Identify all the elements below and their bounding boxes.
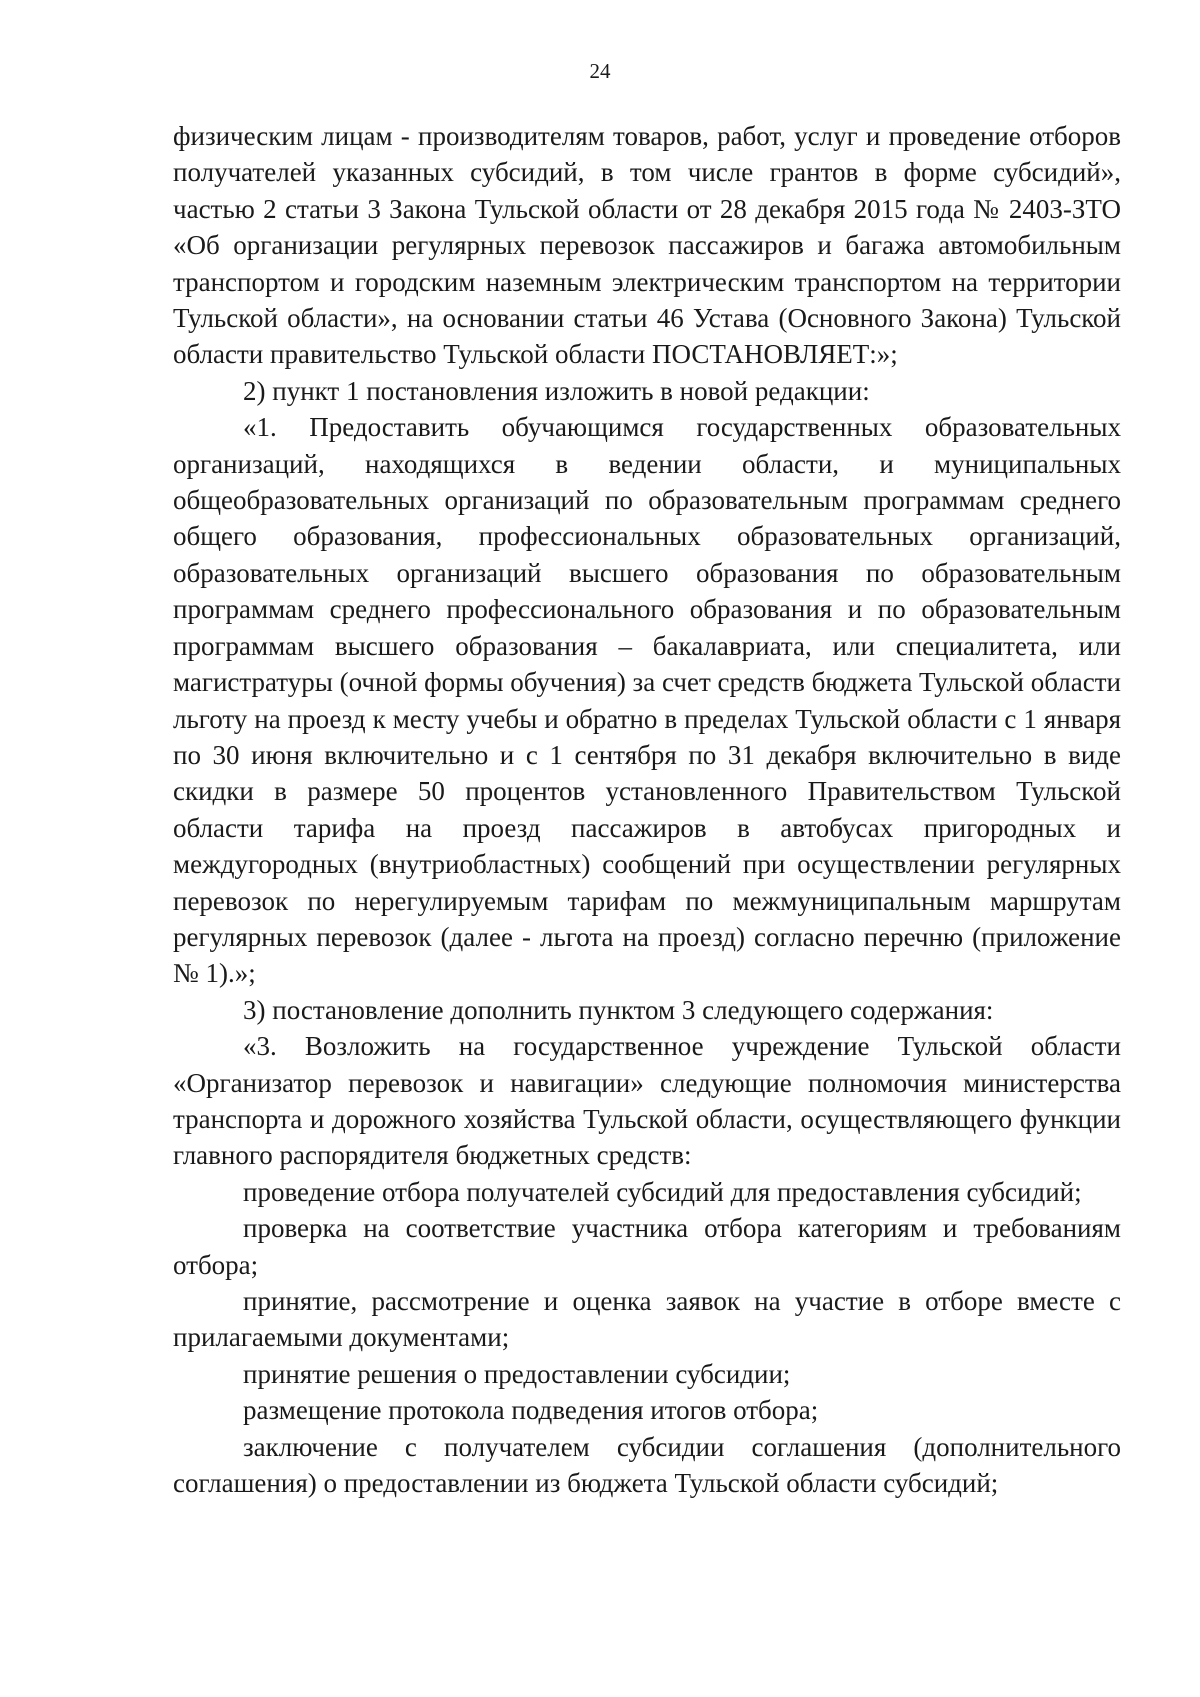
- document-body: [173, 118, 1121, 1501]
- paragraph-item-3: 3) постановление дополнить пунктом 3 следующего содержания:: [243, 994, 994, 1025]
- paragraph-power-selection: проведение отбора получателей субсидий для предоставления субсидий;: [243, 1176, 1082, 1207]
- page-number: 24: [589, 59, 611, 83]
- paragraph-point-1-text: «1. Предоставить обучающимся государственных образовательных организаций, находящихся в ведении области, и муниципальных общеобразовательных организаций по образовательным программам среднего общего образования, профессиональных образовательных организаций, образовательных организаций высшего образования по образовательным программам среднего профессионального образования и по образовательным программам высшего образования – бакалавриата, или специалитета, или магистратуры (очной формы обучения) за счет средств бюджета Тульской области льготу на проезд к месту учебы и обратно в пределах Тульской области с 1 января по 30 июня включительно и с 1 сентября по 31 декабря включительно в виде скидки в размере 50 процентов установленного Правительством Тульской области тарифа на проезд пассажиров в автобусах пригородных и междугородных (внутриобластных) сообщений при осуществлении регулярных перевозок по нерегулируемым тарифам по межмуниципальным маршрутам регулярных перевозок (далее - льгота на проезд) согласно перечню (приложение № 1).»;: [173, 412, 1121, 989]
- paragraph-power-decision: принятие решения о предоставлении субсидии;: [243, 1358, 791, 1389]
- paragraph-continuation: физическим лицам - производителям товаров, работ, услуг и проведение отборов получателей указанных субсидий, в том числе грантов в форме субсидий», частью 2 статьи 3 Закона Тульской области от 28 декабря 2015 года № 2403-ЗТО «Об организации регулярных перевозок пассажиров и багажа автомобильным транспортом и городским наземным электрическим транспортом на территории Тульской области», на основании статьи 46 Устава (Основного Закона) Тульской области правительство Тульской области ПОСТАНОВЛЯЕТ:»;: [173, 121, 1121, 370]
- paragraph-power-applications: принятие, рассмотрение и оценка заявок на участие в отборе вместе с прилагаемыми документами;: [173, 1286, 1121, 1353]
- paragraph-item-2: 2) пункт 1 постановления изложить в новой редакции:: [243, 375, 870, 406]
- paragraph-power-verification: проверка на соответствие участника отбора категориям и требованиям отбора;: [173, 1213, 1121, 1280]
- paragraph-point-3-text: «3. Возложить на государственное учреждение Тульской области «Организатор перевозок и навигации» следующие полномочия министерства транспорта и дорожного хозяйства Тульской области, осуществляющего функции главного распорядителя бюджетных средств:: [173, 1031, 1121, 1171]
- paragraph-power-protocol: размещение протокола подведения итогов отбора;: [243, 1395, 819, 1426]
- paragraph-power-agreement: заключение с получателем субсидии соглашения (дополнительного соглашения) о предоставлении из бюджета Тульской области субсидий;: [173, 1431, 1121, 1499]
